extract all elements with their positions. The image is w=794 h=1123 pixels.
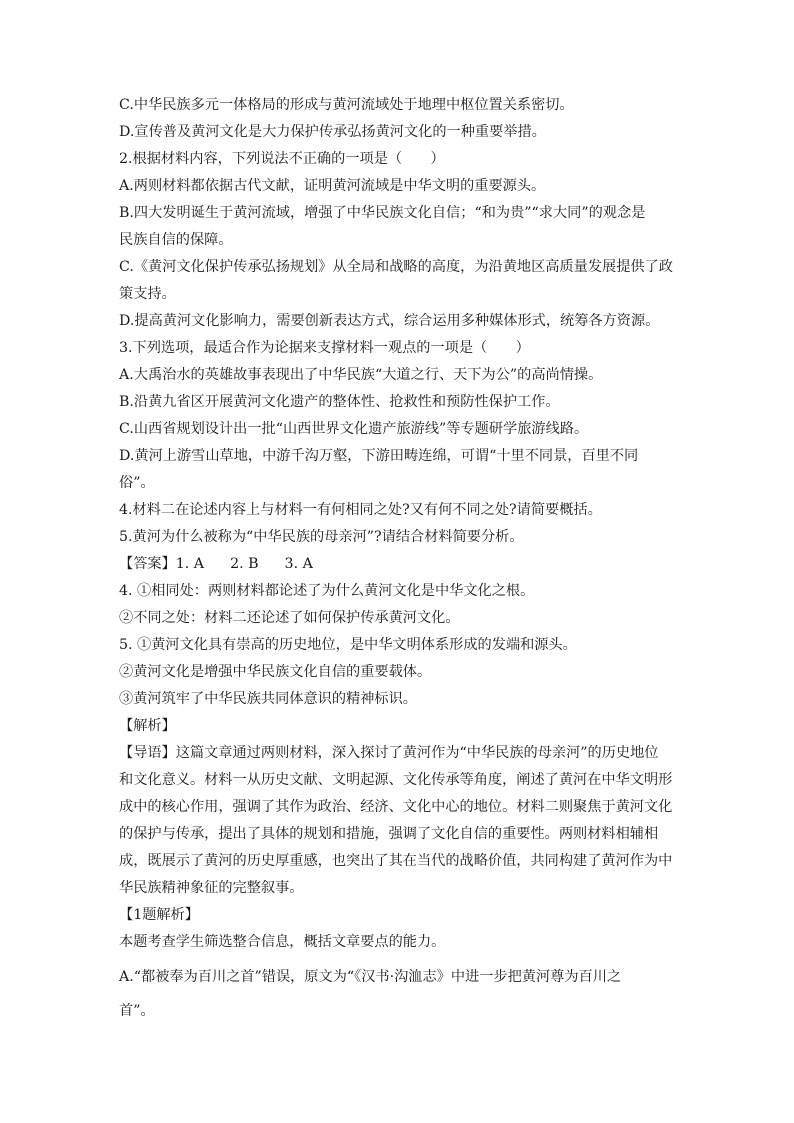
answer-5-point-1: 5. ①黄河文化具有崇高的历史地位，是中华文明体系形成的发端和源头。 [119, 637, 577, 653]
q2-option-c-cont: 策支持。 [119, 286, 176, 302]
q1-analysis-summary: 本题考查学生筛选整合信息，概括文章要点的能力。 [119, 934, 446, 950]
document-page [119, 92, 679, 1028]
intro-paragraph-line-6: 华民族精神象征的完整叙事。 [119, 880, 304, 896]
q3-option-d-cont: 俗”。 [119, 475, 155, 491]
answer-4-same: 4. ①相同处：两则材料都论述了为什么黄河文化是中华文化之根。 [119, 583, 535, 599]
q2-option-a: A.两则材料都依据古代文献，证明黄河流域是中华文明的重要源头。 [119, 178, 546, 194]
answer-5-point-3: ③黄河筑牢了中华民族共同体意识的精神标识。 [119, 691, 417, 707]
intro-paragraph-line-5: 成，既展示了黄河的历史厚重感，也突出了其在当代的战略价值，共同构建了黄河作为中 [119, 853, 673, 869]
intro-paragraph-line-1: 【导语】这篇文章通过两则材料，深入探讨了黄河作为“中华民族的母亲河”的历史地位 [119, 745, 659, 761]
intro-paragraph-line-3: 成中的核心作用，强调了其作为政治、经济、文化中心的地位。材料二则聚焦于黄河文化 [119, 799, 673, 815]
question-5: 5.黄河为什么被称为“中华民族的母亲河”?请结合材料简要分析。 [119, 529, 524, 545]
analysis-heading: 【解析】 [119, 718, 176, 734]
answer-item-1: 1. A [175, 556, 205, 572]
q1-analysis-a: A.“都被奉为百川之首”错误，原文为“《汉书·沟洫志》中进一步把黄河尊为百川之 [119, 969, 622, 985]
option-c: C.中华民族多元一体格局的形成与黄河流域处于地理中枢位置关系密切。 [119, 97, 574, 113]
question-2: 2.根据材料内容，下列说法不正确的一项是（ ） [119, 151, 445, 167]
q3-option-a: A.大禹治水的英雄故事表现出了中华民族“大道之行、天下为公”的高尚情操。 [119, 367, 603, 383]
answer-label: 【答案】 [119, 556, 176, 572]
q2-option-c: C.《黄河文化保护传承弘扬规划》从全局和战略的高度，为沿黄地区高质量发展提供了政 [119, 259, 673, 275]
intro-paragraph-line-2: 和文化意义。材料一从历史文献、文明起源、文化传承等角度，阐述了黄河在中华文明形 [119, 772, 673, 788]
answer-4-diff: ②不同之处：材料二还论述了如何保护传承黄河文化。 [119, 610, 460, 626]
q3-option-b: B.沿黄九省区开展黄河文化遗产的整体性、抢救性和预防性保护工作。 [119, 394, 560, 410]
option-d: D.宣传普及黄河文化是大力保护传承弘扬黄河文化的一种重要举措。 [119, 124, 546, 140]
q1-analysis-a-cont: 首”。 [119, 1003, 155, 1019]
intro-paragraph-line-4: 的保护与传承，提出了具体的规划和措施，强调了文化自信的重要性。两则材料相辅相 [119, 826, 659, 842]
q2-option-d: D.提高黄河文化影响力，需要创新表达方式，综合运用多种媒体形式，统筹各方资源。 [119, 313, 660, 329]
q3-option-c: C.山西省规划设计出一批“山西世界文化遗产旅游线”等专题研学旅游线路。 [119, 421, 589, 437]
q2-option-b: B.四大发明诞生于黄河流域，增强了中华民族文化自信；“和为贵”“求大同”的观念是 [119, 205, 646, 221]
question-4: 4.材料二在论述内容上与材料一有何相同之处?又有何不同之处?请简要概括。 [119, 502, 602, 518]
answer-item-3: 3. A [284, 556, 313, 572]
answer-line [119, 551, 679, 578]
q3-option-d: D.黄河上游雪山草地，中游千沟万壑，下游田畴连绵，可谓“十里不同景，百里不同 [119, 448, 639, 464]
answer-5-point-2: ②黄河文化是增强中华民族文化自信的重要载体。 [119, 664, 432, 680]
answer-item-2: 2. B [230, 556, 259, 572]
q2-option-b-cont: 民族自信的保障。 [119, 232, 233, 248]
q1-analysis-heading: 【1题解析】 [119, 907, 199, 923]
question-3: 3.下列选项，最适合作为论据来支撑材料一观点的一项是（ ） [119, 340, 530, 356]
